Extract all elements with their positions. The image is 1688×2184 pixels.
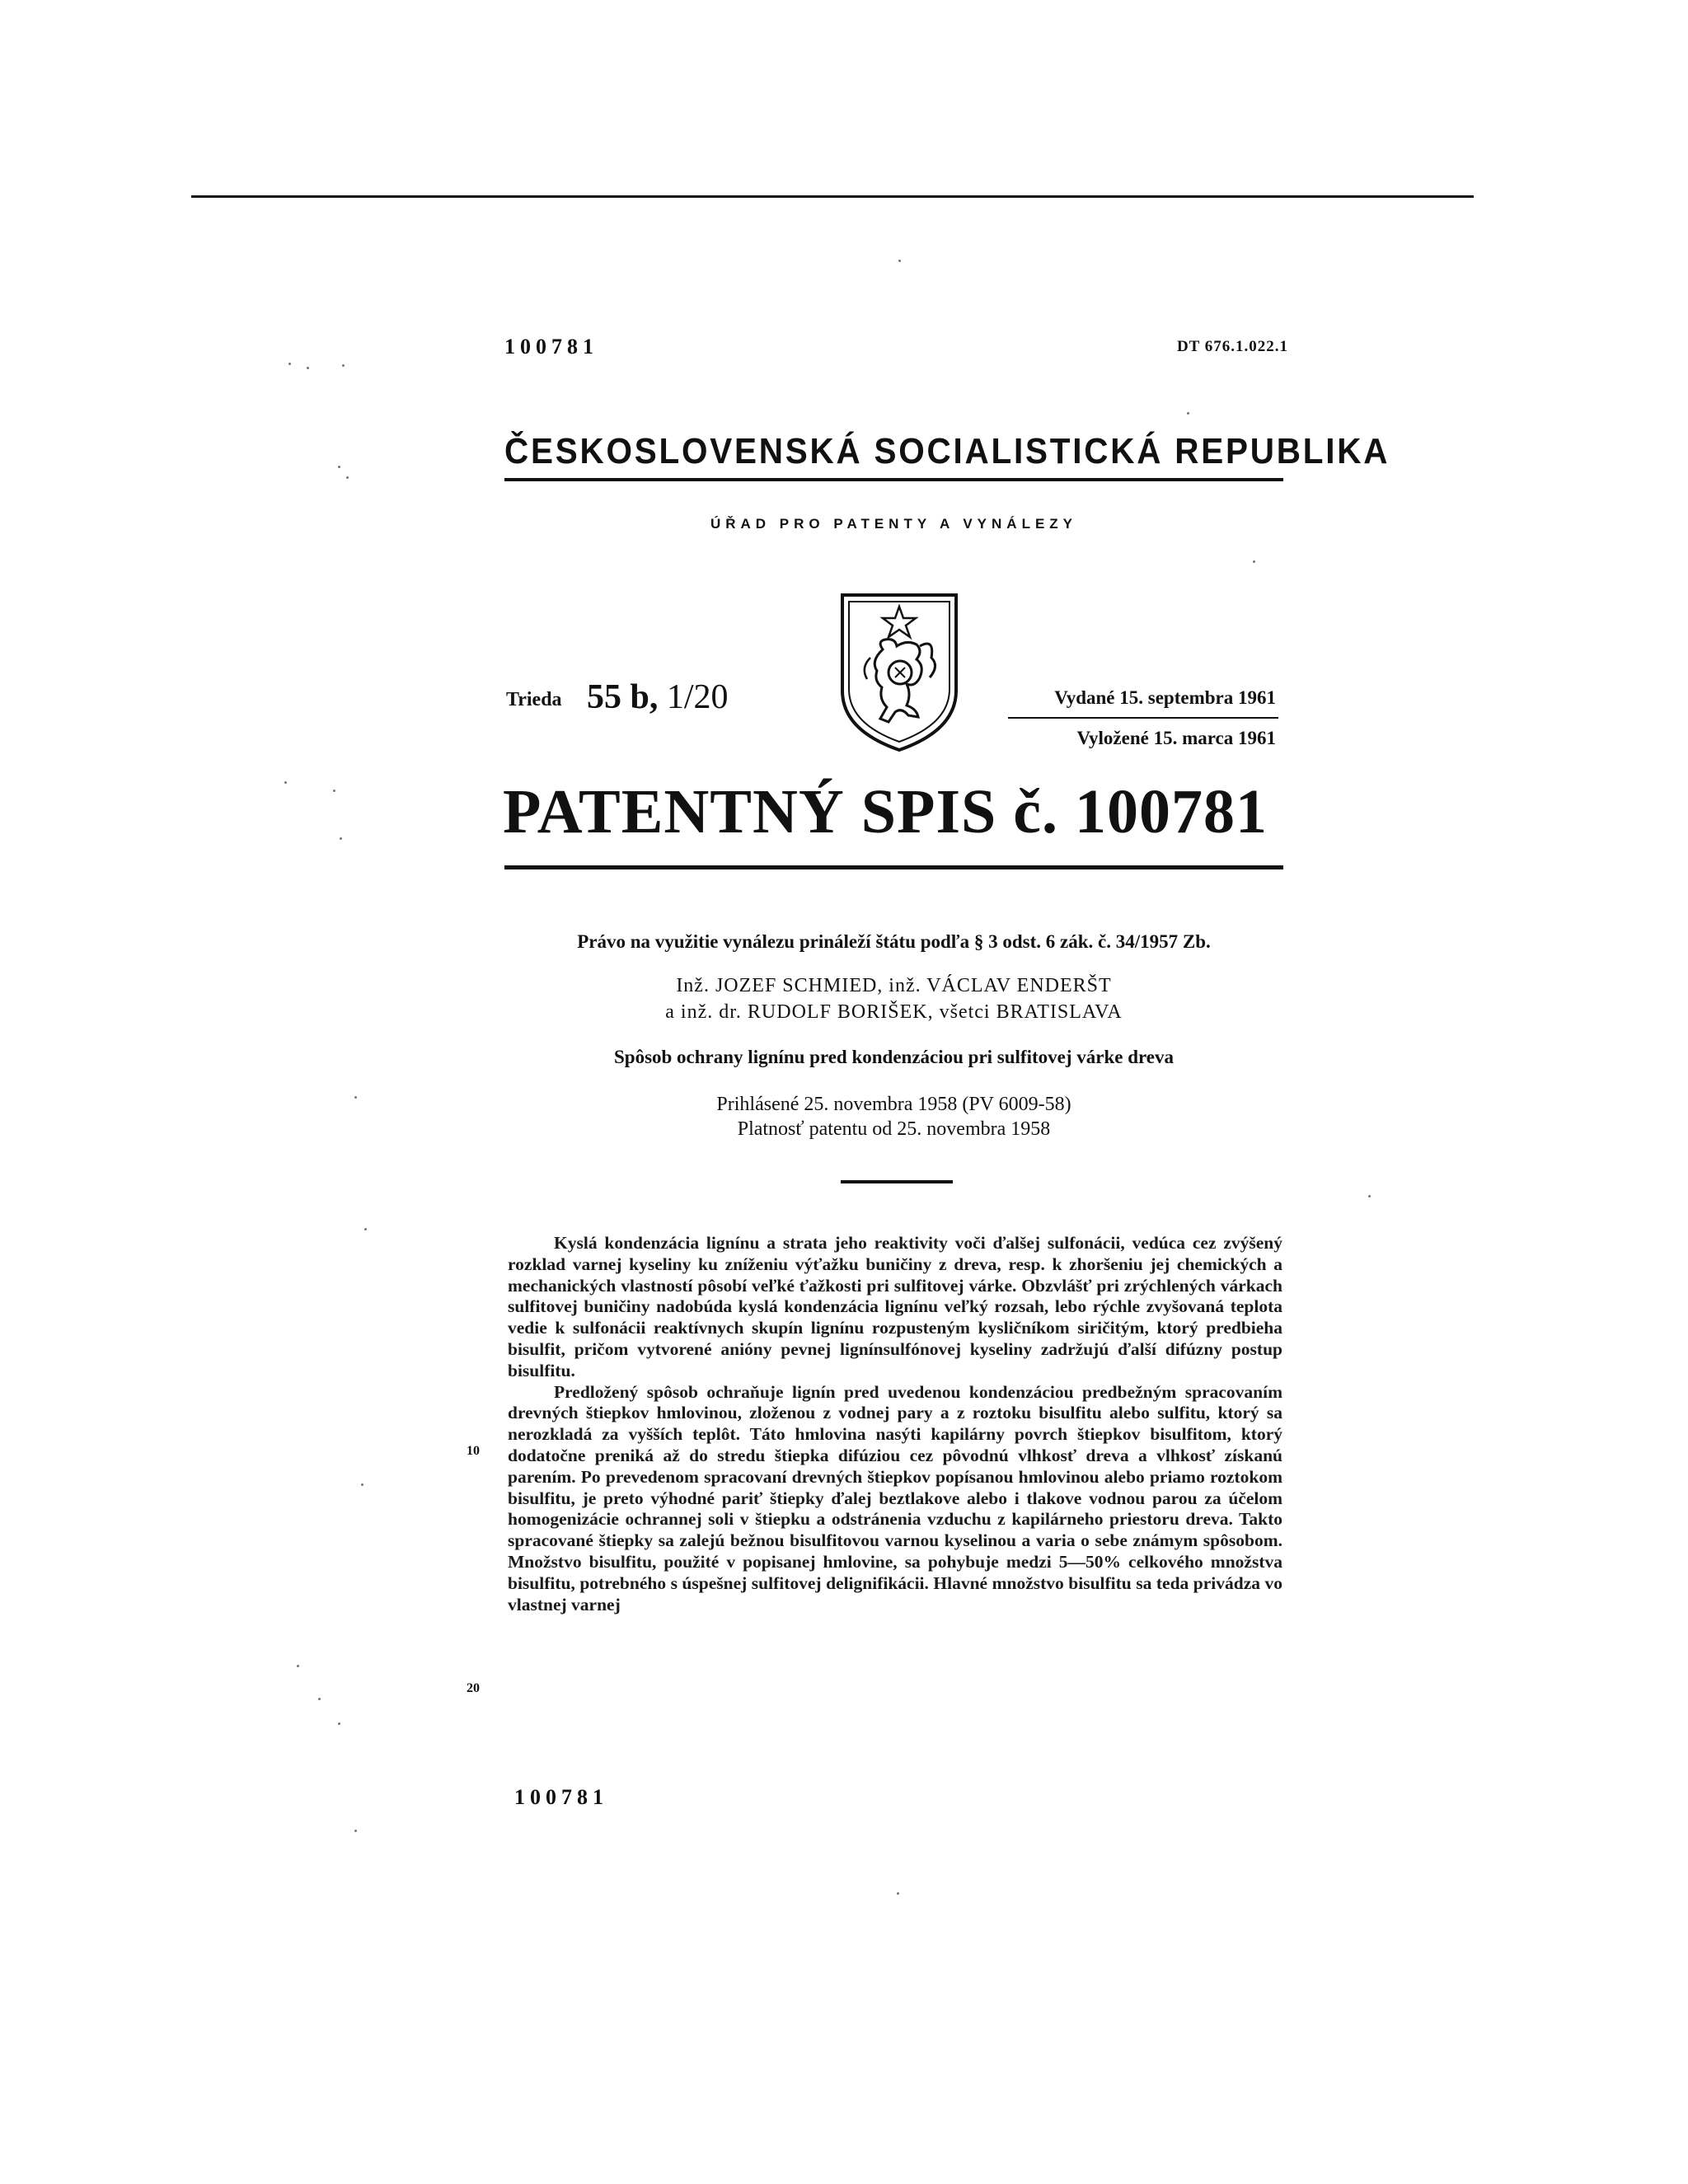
validity-date: Platnosť patentu od 25. novembra 1958 bbox=[737, 1118, 1051, 1140]
authors-line-1: Inž. JOZEF SCHMIED, inž. VÁCLAV ENDERŠT bbox=[676, 975, 1112, 996]
scan-speck bbox=[354, 1830, 357, 1832]
scan-speck bbox=[288, 363, 291, 365]
scan-speck bbox=[897, 1892, 899, 1895]
patent-office-name: ÚŘAD PRO PATENTY A VYNÁLEZY bbox=[710, 516, 1078, 532]
scan-speck bbox=[318, 1698, 321, 1700]
patent-subject: Spôsob ochrany lignínu pred kondenzáciou pri sulfitovej várke dreva bbox=[613, 1047, 1175, 1067]
issued-date: Vydané 15. septembra 1961 bbox=[1054, 687, 1276, 708]
scan-speck bbox=[364, 1228, 367, 1230]
rights-statement: Právo na využitie vynálezu prináleží štátu podľa § 3 odst. 6 zák. č. 34/1957 Zb. bbox=[577, 931, 1211, 952]
scan-speck bbox=[284, 781, 287, 784]
scan-speck bbox=[338, 1722, 340, 1725]
scan-speck bbox=[1187, 412, 1189, 415]
body-paragraph-1: Kyslá kondenzácia lignínu a strata jeho reaktivity voči ďalšej sulfonácii, vedúca cez zvýšený rozklad varnej kyseliny ku zníženiu výťažku buničiny z dreva, resp. k zhoršeniu jej chemických a mechanických vlastností pôsobí veľké ťažkosti pri sulfitovej várke. Obzvlášť pri zrýchlených várkach sulfitovej buničiny nadobúda kyslá kondenzácia lignínu veľký rozsah, lebo rýchle zvyšovaná teplota vedie k sulfonácii reaktívnych skupín lignínu rozpusteným kysličníkom siričitým, ktorý predbieha bisulfit, pričom vytvorené anióny pevnej lignínsulfónovej kyseliny zadržujú ďalší difúzny postup bisulfitu. bbox=[508, 1233, 1282, 1380]
class-value bbox=[587, 677, 729, 717]
class-label: Trieda bbox=[506, 689, 562, 710]
scan-speck bbox=[333, 790, 335, 792]
scan-speck bbox=[297, 1665, 299, 1667]
footer-doc-number: 100781 bbox=[514, 1785, 608, 1809]
filing-date: Prihlásené 25. novembra 1958 (PV 6009-58) bbox=[716, 1094, 1071, 1115]
class-main: 55 b, bbox=[587, 678, 659, 716]
patent-title: PATENTNÝ SPIS č. 100781 bbox=[503, 777, 1268, 846]
class-sub: 1/20 bbox=[666, 678, 729, 716]
header-doc-number: 100781 bbox=[504, 335, 598, 359]
line-number-20: 20 bbox=[467, 1681, 480, 1695]
section-divider bbox=[841, 1180, 953, 1183]
classification-code: DT 676.1.022.1 bbox=[1176, 338, 1288, 355]
scan-speck bbox=[361, 1483, 363, 1486]
scan-speck bbox=[354, 1096, 357, 1099]
scan-speck bbox=[338, 466, 340, 468]
top-rule bbox=[191, 195, 1474, 198]
scan-speck bbox=[1368, 1195, 1371, 1197]
scan-speck bbox=[1253, 560, 1255, 563]
scan-speck bbox=[307, 367, 309, 369]
republic-heading: ČESKOSLOVENSKÁ SOCIALISTICKÁ REPUBLIKA bbox=[504, 431, 1390, 471]
scan-speck bbox=[340, 837, 342, 840]
laid-open-date: Vyložené 15. marca 1961 bbox=[1076, 728, 1276, 748]
scan-speck bbox=[342, 364, 345, 367]
line-number-10: 10 bbox=[467, 1444, 480, 1458]
patent-body bbox=[508, 1233, 1282, 1615]
title-rule bbox=[504, 865, 1283, 869]
scan-speck bbox=[898, 260, 901, 262]
authors-line-2: a inž. dr. RUDOLF BORIŠEK, všetci BRATISLAVA bbox=[665, 1001, 1123, 1023]
state-emblem-icon bbox=[837, 592, 961, 753]
body-paragraph-2: Predložený spôsob ochraňuje lignín pred uvedenou kondenzáciou predbežným spracovaním drevných štiepkov hmlovinou, zloženou z vodnej pary a z roztoku bisulfitu alebo sulfitu, ktorý sa nerozkladá za vyšších teplôt. Táto hmlovina nasýti kapilárny povrch štiepkov bisulfitom, ktorý dodatočne preniká až do stredu štiepka difúziou cez pôvodnú vlhkosť dreva a vlhkosť získanú parením. Po prevedenom spracovaní drevných štiepkov popísanou hmlovinou alebo priamo roztokom bisulfitu, je preto výhodné pariť štiepky ďalej beztlakove alebo i tlakove vodnou parou za účelom homogenizácie ochrannej soli v štiepku a odstránenia vzduchu z kapilárneho priestoru dreva. Takto spracované štiepky sa zalejú bežnou bisulfitovou varnou kyselinou a varia o sebe známym spôsobom. Množstvo bisulfitu, použité v popisanej hmlovine, sa pohybuje medzi 5—50% celkového množstva bisulfitu, potrebného s úspešnej sulfitovej delignifikácii. Hlavné množstvo bisulfitu sa teda privádza vo vlastnej varnej bbox=[508, 1381, 1282, 1615]
date-rule bbox=[1008, 717, 1278, 719]
scan-speck bbox=[346, 476, 349, 479]
republic-rule bbox=[504, 478, 1283, 481]
